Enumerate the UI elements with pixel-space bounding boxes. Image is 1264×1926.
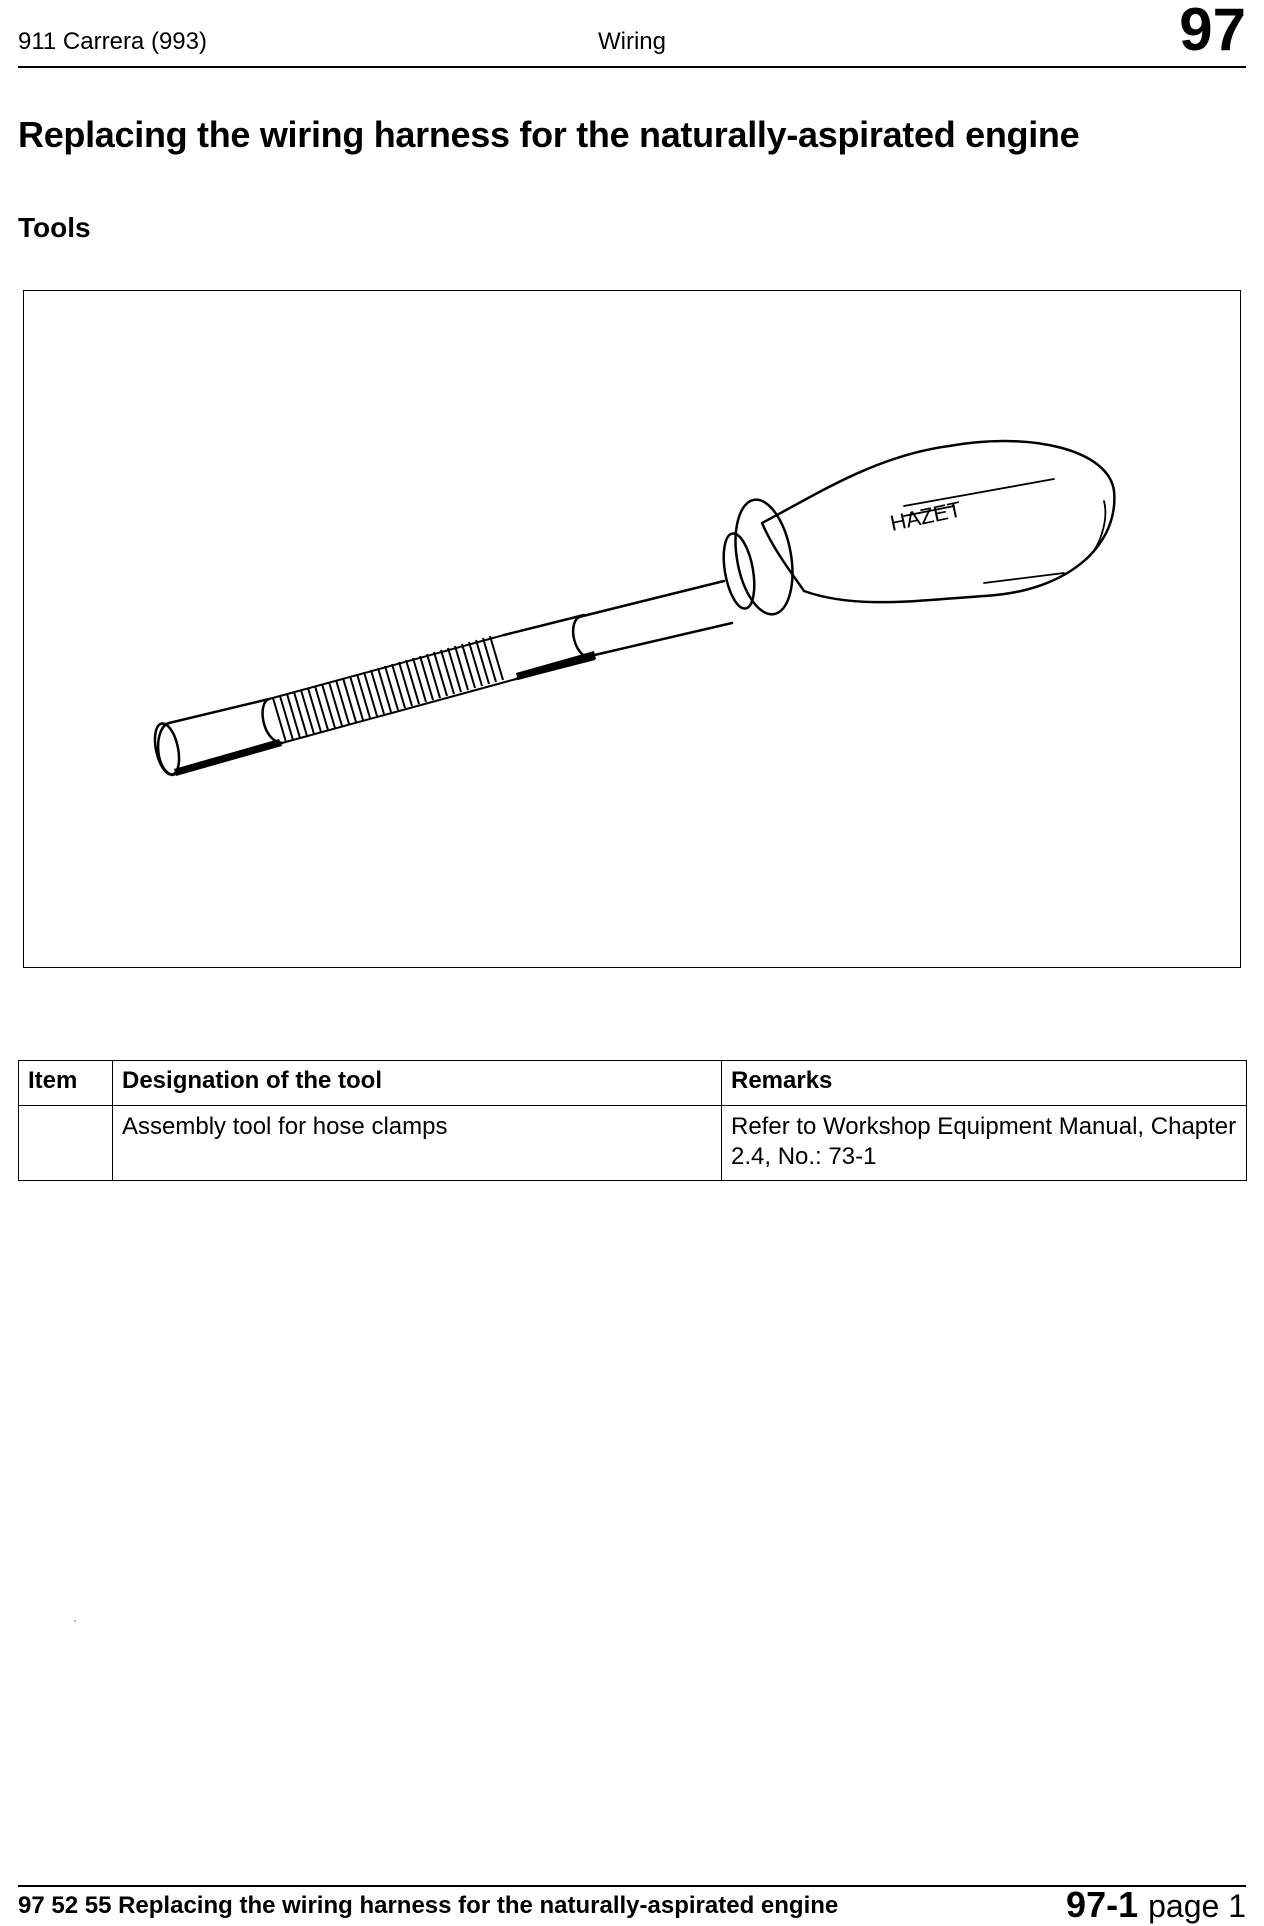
header-section: Wiring — [598, 28, 667, 55]
cell-item — [19, 1106, 113, 1181]
scan-speck — [74, 1620, 76, 1622]
page-title: Replacing the wiring harness for the naturally-aspirated engine — [18, 114, 1080, 155]
tool-illustration-frame — [23, 290, 1241, 968]
tools-heading: Tools — [18, 212, 91, 243]
cell-designation: Assembly tool for hose clamps — [113, 1106, 722, 1181]
handle-ferrule — [727, 495, 800, 619]
header-chapter-number: 97 — [1179, 0, 1246, 63]
coil-ridges — [273, 636, 503, 742]
hazet-brand-text: HAZET — [887, 496, 964, 536]
tools-table — [18, 1060, 1247, 1181]
footer-rule — [18, 1885, 1246, 1887]
cell-remarks: Refer to Workshop Equipment Manual, Chapter 2.4, No.: 73-1 — [722, 1106, 1247, 1181]
column-header-remarks: Remarks — [722, 1061, 1247, 1106]
flexible-screwdriver-illustration — [24, 291, 1240, 967]
footer-page-number — [1066, 1884, 1246, 1926]
screwdriver-shaft — [579, 581, 732, 657]
header-model: 911 Carrera (993) — [18, 28, 207, 55]
table-header-row — [19, 1061, 1247, 1106]
column-header-designation: Designation of the tool — [113, 1061, 722, 1106]
column-header-item: Item — [19, 1061, 113, 1106]
footer-page-code: 97-1 — [1066, 1884, 1139, 1925]
header-rule — [18, 66, 1246, 68]
footer-doc-reference: 97 52 55 Replacing the wiring harness for the naturally-aspirated engine — [18, 1892, 839, 1919]
table-row — [19, 1106, 1247, 1181]
footer-page-label: page 1 — [1148, 1888, 1246, 1924]
